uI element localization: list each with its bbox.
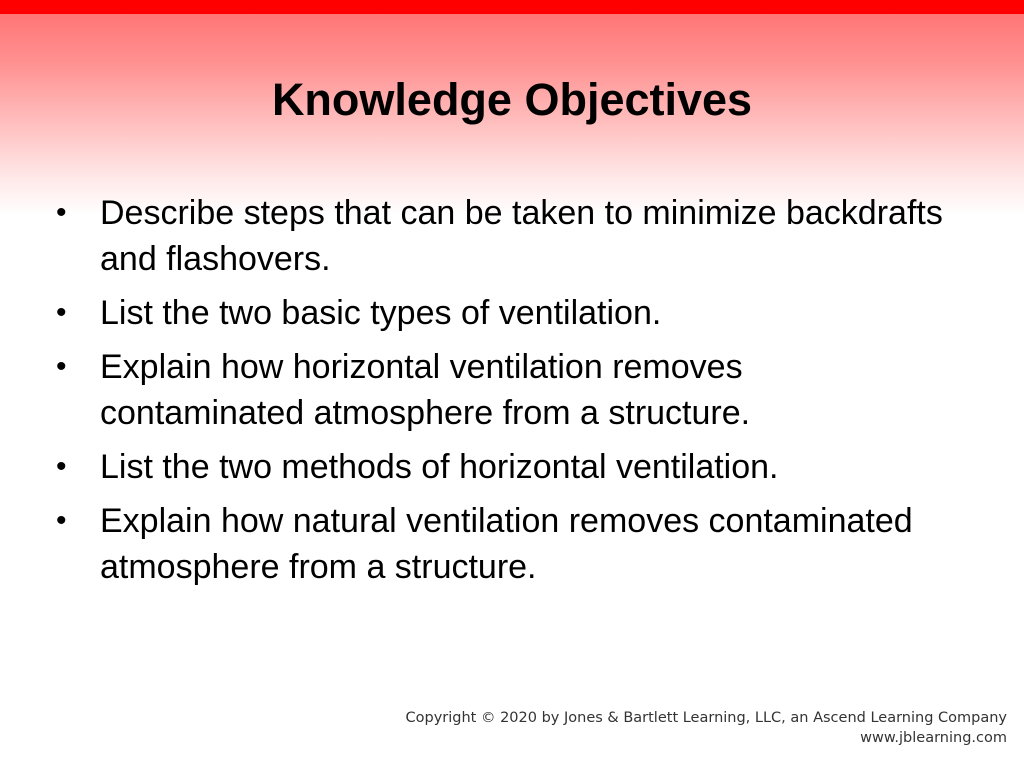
bullet-item — [56, 444, 956, 490]
footer — [406, 708, 1007, 748]
bullet-icon: • — [56, 350, 67, 383]
bullet-item — [56, 344, 956, 436]
bullet-text: Describe steps that can be taken to minimize backdrafts and flashovers. — [100, 194, 943, 278]
bullet-text: Explain how horizontal ventilation removes contaminated atmosphere from a structure. — [100, 348, 751, 432]
bullet-icon: • — [56, 196, 67, 229]
copyright-text: Copyright © 2020 by Jones & Bartlett Learning, LLC, an Ascend Learning Company — [405, 710, 1007, 726]
bullet-icon: • — [56, 504, 67, 537]
bullet-icon: • — [56, 450, 67, 483]
website-text: www.jblearning.com — [860, 730, 1007, 746]
bullet-item — [56, 190, 956, 282]
top-accent-bar — [0, 0, 1024, 14]
slide-title: Knowledge Objectives — [271, 74, 753, 125]
bullet-icon: • — [56, 296, 67, 329]
bullet-item — [56, 290, 956, 336]
bullet-text: List the two basic types of ventilation. — [100, 294, 662, 332]
bullet-item — [56, 498, 956, 590]
bullet-text: Explain how natural ventilation removes contaminated atmosphere from a structure. — [100, 502, 913, 586]
bullet-text: List the two methods of horizontal ventilation. — [100, 448, 779, 486]
bullet-list — [56, 190, 956, 598]
